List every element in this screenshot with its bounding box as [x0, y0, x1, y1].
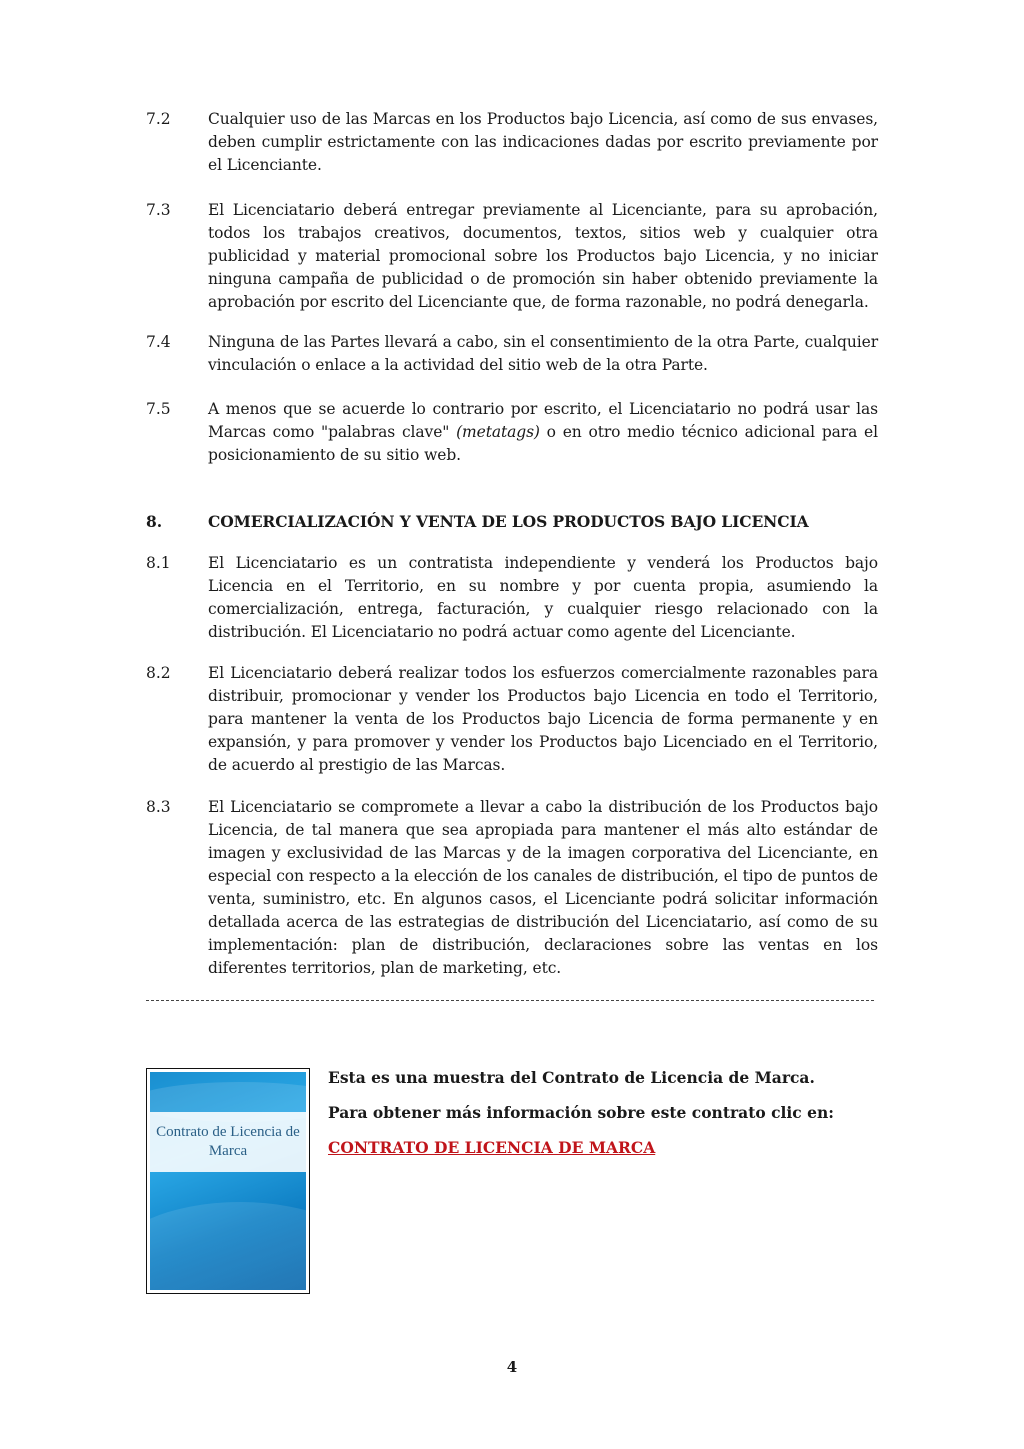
section-title: COMERCIALIZACIÓN Y VENTA DE LOS PRODUCTOS BAJO LICENCIA [208, 512, 809, 531]
clause-text-italic: (metatags) [456, 423, 540, 441]
promo-block [328, 1066, 888, 1171]
clause-text: El Licenciatario se compromete a llevar a cabo la distribución de los Productos bajo Licencia, de tal manera que sea apropiada para mantener el más alto estándar de imagen y exclusividad de las Marcas y de la imagen corporativa del Licenciante, en especial con respecto a la elección de los canales de distribución, el tipo de puntos de venta, suministro, etc. En algunos casos, el Licenciante podrá solicitar información detallada acerca de las estrategias de distribución del Licenciatario, así como de su implementación: plan de distribución, declaraciones sobre las ventas en los diferentes territorios, plan de marketing, etc. [208, 798, 878, 977]
promo-line-1: Esta es una muestra del Contrato de Licencia de Marca. [328, 1068, 815, 1087]
clause-text: Ninguna de las Partes llevará a cabo, sin el consentimiento de la otra Parte, cualquier vinculación o enlace a la actividad del sitio web de la otra Parte. [208, 333, 878, 374]
contract-cover-image [146, 1068, 310, 1294]
clause-text-part: A menos que se acuerde lo contrario por escrito, el Licenciatario no podrá usar las Marcas como "palabras clave" [208, 400, 878, 441]
clause-8-3 [146, 796, 878, 980]
clause-text: El Licenciatario deberá realizar todos los esfuerzos comercialmente razonables para distribuir, promocionar y vender los Productos bajo Licencia en todo el Territorio, para mantener la venta de los Productos bajo Licencia de forma permanente y en expansión, y para promover y vender los Productos bajo Licenciado en el Territorio, de acuerdo al prestigio de las Marcas. [208, 664, 878, 774]
cover-decoration [150, 1202, 306, 1290]
contract-link[interactable]: CONTRATO DE LICENCIA DE MARCA [328, 1138, 656, 1157]
clause-text: El Licenciatario es un contratista independiente y venderá los Productos bajo Licencia en el Territorio, en su nombre y por cuenta propia, asumiendo la comercialización, entrega, facturación, y cualquier riesgo relacionado con la distribución. El Licenciatario no podrá actuar como agente del Licenciante. [208, 554, 878, 641]
clause-7-2 [146, 108, 878, 177]
clause-number: 7.5 [146, 400, 171, 418]
clause-text [208, 398, 878, 467]
clause-8-2 [146, 662, 878, 777]
clause-number: 8.1 [146, 554, 171, 572]
section-8-heading [146, 510, 878, 533]
cover-title-band [150, 1112, 306, 1172]
clause-number: 7.3 [146, 201, 171, 219]
cover-background [150, 1072, 306, 1290]
promo-line-2: Para obtener más información sobre este contrato clic en: [328, 1103, 834, 1122]
section-number: 8. [146, 512, 163, 531]
clause-number: 8.3 [146, 798, 171, 816]
dashed-divider [146, 1000, 874, 1001]
page-number: 4 [506, 1358, 518, 1376]
clause-7-5 [146, 398, 878, 467]
clause-text: El Licenciatario deberá entregar previamente al Licenciante, para su aprobación, todos los trabajos creativos, documentos, textos, sitios web y cualquier otra publicidad y material promocional sobre los Productos bajo Licencia, y no iniciar ninguna campaña de publicidad o de promoción sin haber obtenido previamente la aprobación por escrito del Licenciante que, de forma razonable, no podrá denegarla. [208, 201, 878, 311]
cover-title: Contrato de Licencia de Marca [156, 1124, 300, 1159]
clause-number: 8.2 [146, 664, 171, 682]
clause-text: Cualquier uso de las Marcas en los Productos bajo Licencia, así como de sus envases, deben cumplir estrictamente con las indicaciones dadas por escrito previamente por el Licenciante. [208, 110, 878, 174]
clause-7-4 [146, 331, 878, 377]
clause-text-part: o en otro medio técnico adicional para el posicionamiento de su sitio web. [208, 423, 878, 464]
clause-number: 7.2 [146, 110, 171, 128]
clause-number: 7.4 [146, 333, 171, 351]
clause-8-1 [146, 552, 878, 644]
clause-7-3 [146, 199, 878, 314]
